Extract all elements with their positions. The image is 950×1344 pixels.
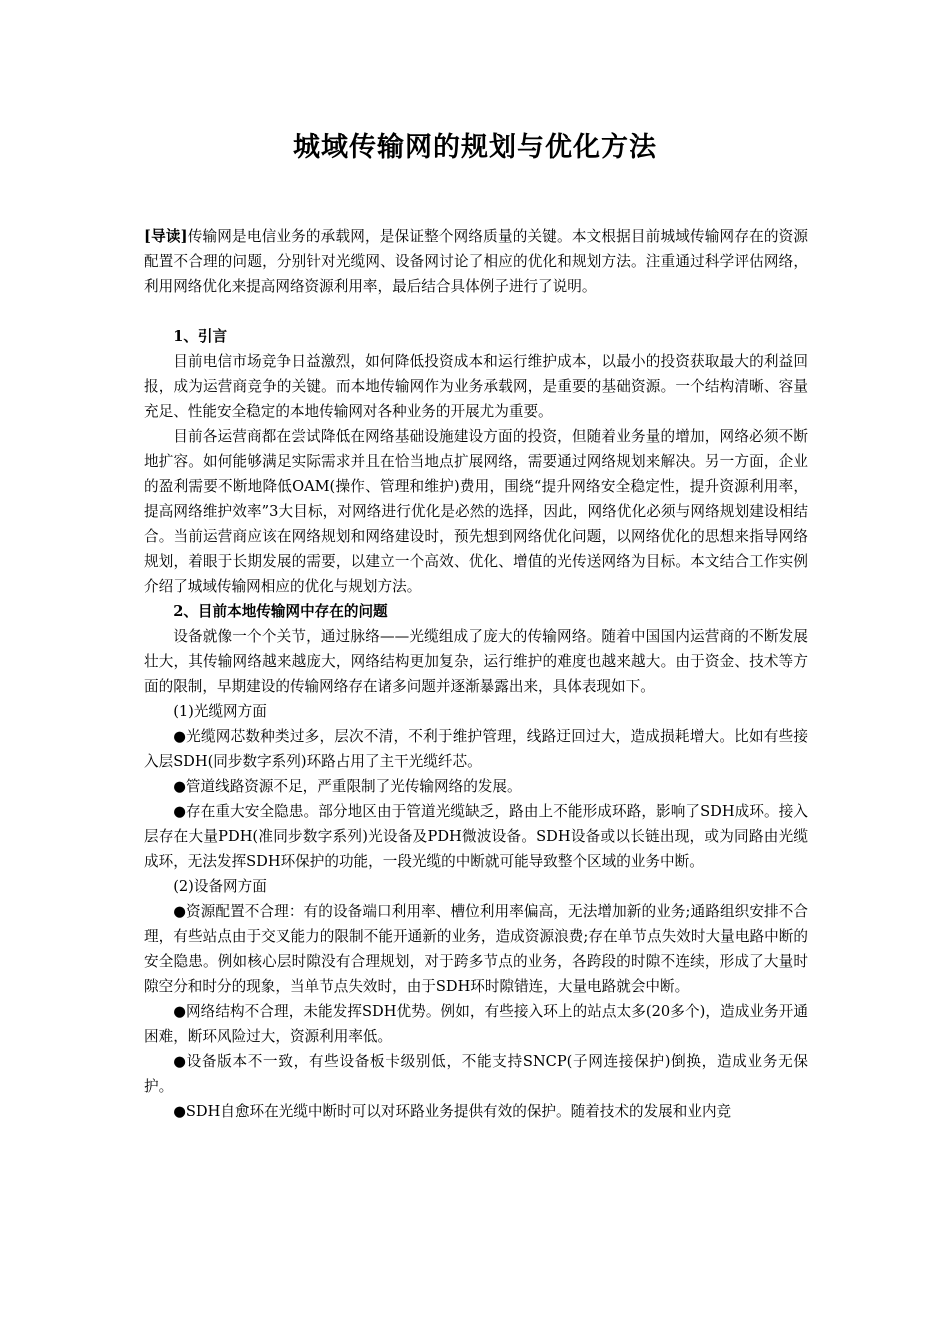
section-heading-introduction: 1、引言 [173,328,228,345]
bullet-item: ●管道线路资源不足，严重限制了光传输网络的发展。 [173,778,522,795]
bullet-item: ●资源配置不合理：有的设备端口利用率、槽位利用率偏高，无法增加新的业务;通路组织安排不合理，有些站点由于交叉能力的限制不能开通新的业务，造成资源浪费;存在单节点失效时大量电路中断的安全隐患。例如核心层时隙没有合理规划，对于跨多节点的业务，各跨段的时隙不连续，形成了大量时隙空分和时分的现象，当单节点失效时，由于SDH环时隙错连，大量电路就会中断。 [144,903,808,995]
abstract-label: [导读] [144,228,188,245]
bullet-item: ●存在重大安全隐患。部分地区由于管道光缆缺乏，路由上不能形成环路，影响了SDH成环。接入层存在大量PDH(准同步数字系列)光设备及PDH微波设备。SDH设备或以长链出现，或为同路由光缆成环，无法发挥SDH环保护的功能，一段光缆的中断就可能导致整个区域的业务中断。 [144,803,808,870]
abstract-paragraph [144,224,808,299]
abstract-text: 传输网是电信业务的承载网，是保证整个网络质量的关键。本文根据目前城域传输网存在的资源配置不合理的问题，分别针对光缆网、设备网讨论了相应的优化和规划方法。注重通过科学评估网络，利用网络优化来提高网络资源利用率，最后结合具体例子进行了说明。 [144,228,808,295]
document-body [144,224,808,1124]
bullet-item: ●SDH自愈环在光缆中断时可以对环路业务提供有效的保护。随着技术的发展和业内竞 [173,1103,732,1120]
subheading-equipment-network: (2)设备网方面 [173,878,267,895]
bullet-item: ●网络结构不合理，未能发挥SDH优势。例如，有些接入环上的站点太多(20多个)，造成业务开通困难，断环风险过大，资源利用率低。 [144,1003,808,1045]
paragraph: 目前电信市场竞争日益激烈，如何降低投资成本和运行维护成本，以最小的投资获取最大的利益回报，成为运营商竞争的关键。而本地传输网作为业务承载网，是重要的基础资源。一个结构清晰、容量充足、性能安全稳定的本地传输网对各种业务的开展尤为重要。 [144,353,808,420]
bullet-item: ●设备版本不一致，有些设备板卡级别低，不能支持SNCP(子网连接保护)倒换，造成业务无保护。 [144,1053,808,1095]
document-title: 城域传输网的规划与优化方法 [293,132,657,163]
paragraph: 设备就像一个个关节，通过脉络——光缆组成了庞大的传输网络。随着中国国内运营商的不断发展壮大，其传输网络越来越庞大，网络结构更加复杂，运行维护的难度也越来越大。由于资金、技术等方面的限制，早期建设的传输网络存在诸多问题并逐渐暴露出来，具体表现如下。 [144,628,808,695]
paragraph: 目前各运营商都在尝试降低在网络基础设施建设方面的投资，但随着业务量的增加，网络必须不断地扩容。如何能够满足实际需求并且在恰当地点扩展网络，需要通过网络规划来解决。另一方面，企业的盈利需要不断地降低OAM(操作、管理和维护)费用，围绕“提升网络安全稳定性，提升资源利用率，提高网络维护效率”3大目标，对网络进行优化是必然的选择，因此，网络优化必须与网络规划建设相结合。当前运营商应该在网络规划和网络建设时，预先想到网络优化问题，以网络优化的思想来指导网络规划，着眼于长期发展的需要，以建立一个高效、优化、增值的光传送网络为目标。本文结合工作实例介绍了城域传输网相应的优化与规划方法。 [144,428,808,595]
subheading-cable-network: (1)光缆网方面 [173,703,267,720]
section-heading-problems: 2、目前本地传输网中存在的问题 [173,603,388,620]
spacer [144,299,808,324]
bullet-item: ●光缆网芯数种类过多，层次不清，不利于维护管理，线路迂回过大，造成损耗增大。比如有些接入层SDH(同步数字系列)环路占用了主干光缆纤芯。 [144,728,808,770]
